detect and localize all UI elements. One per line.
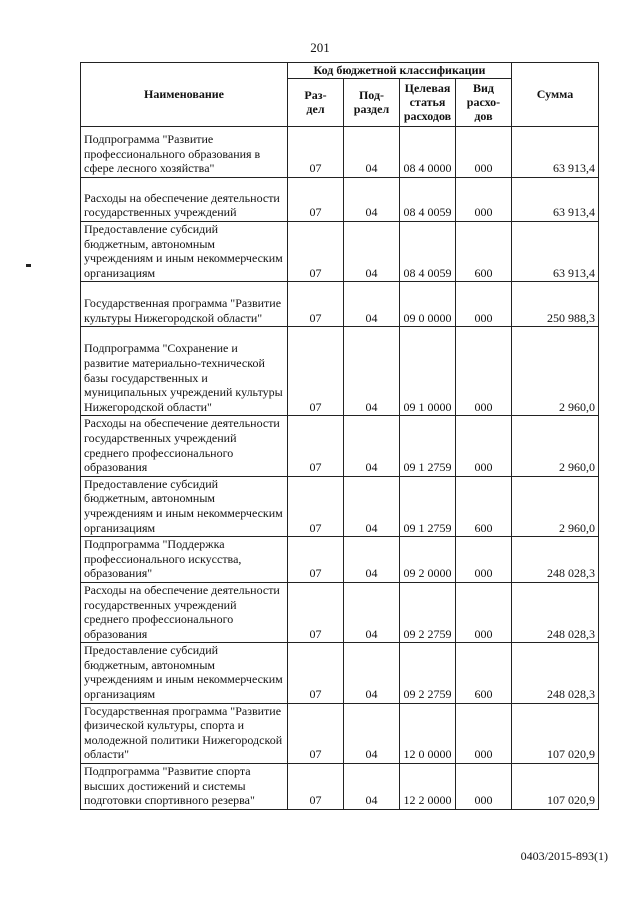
cell-summa: 248 028,3 — [512, 643, 599, 703]
margin-mark — [26, 264, 31, 267]
cell-name: Государственная программа "Развитие физической культуры, спорта и молодежной политики Нижегородской области" — [81, 703, 288, 763]
cell-name: Предоставление субсидий бюджетным, автономным учреждениям и иным некоммерческим организациям — [81, 476, 288, 536]
cell-vid: 000 — [456, 764, 512, 810]
cell-name: Расходы на обеспечение деятельности государственных учреждений среднего профессионального образования — [81, 416, 288, 476]
cell-razdel: 07 — [288, 537, 344, 583]
header-statya: Целевая статья расходов — [400, 79, 456, 127]
cell-summa: 248 028,3 — [512, 537, 599, 583]
cell-vid: 000 — [456, 416, 512, 476]
cell-vid: 600 — [456, 476, 512, 536]
cell-summa: 2 960,0 — [512, 476, 599, 536]
cell-statya: 09 2 0000 — [400, 537, 456, 583]
cell-vid: 000 — [456, 178, 512, 222]
cell-statya: 12 2 0000 — [400, 764, 456, 810]
cell-razdel: 07 — [288, 282, 344, 327]
cell-summa: 107 020,9 — [512, 703, 599, 763]
header-code-group: Код бюджетной классификации — [288, 63, 512, 79]
cell-podrazdel: 04 — [344, 178, 400, 222]
cell-podrazdel: 04 — [344, 416, 400, 476]
cell-summa: 63 913,4 — [512, 222, 599, 282]
cell-name: Подпрограмма "Развитие спорта высших достижений и системы подготовки спортивного резерва" — [81, 764, 288, 810]
cell-statya: 09 1 2759 — [400, 416, 456, 476]
cell-razdel: 07 — [288, 178, 344, 222]
table-row — [81, 537, 599, 583]
cell-name: Расходы на обеспечение деятельности государственных учреждений — [81, 178, 288, 222]
cell-podrazdel: 04 — [344, 703, 400, 763]
cell-podrazdel: 04 — [344, 327, 400, 416]
header-name: Наименование — [81, 63, 288, 127]
cell-name: Подпрограмма "Развитие профессионального образования в сфере лесного хозяйства" — [81, 127, 288, 178]
header-razdel: Раз- дел — [288, 79, 344, 127]
cell-vid: 000 — [456, 582, 512, 642]
cell-razdel: 07 — [288, 327, 344, 416]
table-row — [81, 643, 599, 703]
footer-document-code: 0403/2015-893(1) — [520, 849, 608, 863]
cell-statya: 08 4 0000 — [400, 127, 456, 178]
cell-podrazdel: 04 — [344, 643, 400, 703]
budget-table — [80, 62, 599, 810]
cell-podrazdel: 04 — [344, 582, 400, 642]
table-row — [81, 178, 599, 222]
cell-vid: 000 — [456, 327, 512, 416]
cell-razdel: 07 — [288, 764, 344, 810]
cell-statya: 12 0 0000 — [400, 703, 456, 763]
cell-razdel: 07 — [288, 222, 344, 282]
cell-podrazdel: 04 — [344, 476, 400, 536]
cell-vid: 600 — [456, 643, 512, 703]
cell-vid: 000 — [456, 537, 512, 583]
table-row — [81, 703, 599, 763]
cell-name: Предоставление субсидий бюджетным, автономным учреждениям и иным некоммерческим организациям — [81, 643, 288, 703]
cell-summa: 107 020,9 — [512, 764, 599, 810]
cell-summa: 250 988,3 — [512, 282, 599, 327]
cell-statya: 09 2 2759 — [400, 643, 456, 703]
cell-podrazdel: 04 — [344, 764, 400, 810]
cell-statya: 08 4 0059 — [400, 178, 456, 222]
cell-summa: 248 028,3 — [512, 582, 599, 642]
cell-statya: 09 0 0000 — [400, 282, 456, 327]
cell-statya: 09 2 2759 — [400, 582, 456, 642]
cell-summa: 63 913,4 — [512, 127, 599, 178]
cell-vid: 000 — [456, 127, 512, 178]
cell-razdel: 07 — [288, 416, 344, 476]
cell-summa: 2 960,0 — [512, 416, 599, 476]
header-podrazdel: Под- раздел — [344, 79, 400, 127]
cell-vid: 000 — [456, 703, 512, 763]
header-summa: Сумма — [512, 63, 599, 127]
cell-name: Расходы на обеспечение деятельности государственных учреждений среднего профессионального образования — [81, 582, 288, 642]
cell-vid: 600 — [456, 222, 512, 282]
cell-summa: 63 913,4 — [512, 178, 599, 222]
table-row — [81, 127, 599, 178]
table-body — [81, 127, 599, 810]
table-row — [81, 222, 599, 282]
cell-statya: 09 1 0000 — [400, 327, 456, 416]
page-number: 201 — [310, 40, 330, 55]
table-row — [81, 327, 599, 416]
cell-razdel: 07 — [288, 127, 344, 178]
cell-razdel: 07 — [288, 582, 344, 642]
table-row — [81, 764, 599, 810]
cell-podrazdel: 04 — [344, 127, 400, 178]
cell-razdel: 07 — [288, 703, 344, 763]
table-row — [81, 416, 599, 476]
cell-name: Государственная программа "Развитие культуры Нижегородской области" — [81, 282, 288, 327]
cell-statya: 08 4 0059 — [400, 222, 456, 282]
table-row — [81, 476, 599, 536]
cell-statya: 09 1 2759 — [400, 476, 456, 536]
cell-vid: 000 — [456, 282, 512, 327]
cell-podrazdel: 04 — [344, 282, 400, 327]
cell-podrazdel: 04 — [344, 222, 400, 282]
table-header — [81, 63, 599, 127]
cell-summa: 2 960,0 — [512, 327, 599, 416]
cell-podrazdel: 04 — [344, 537, 400, 583]
cell-name: Подпрограмма "Сохранение и развитие материально-технической базы государственных и муниципальных учреждений культуры Нижегородской области" — [81, 327, 288, 416]
table-row — [81, 582, 599, 642]
header-vid: Вид расхо- дов — [456, 79, 512, 127]
table-row — [81, 282, 599, 327]
cell-name: Подпрограмма "Поддержка профессионального искусства, образования" — [81, 537, 288, 583]
cell-razdel: 07 — [288, 643, 344, 703]
cell-name: Предоставление субсидий бюджетным, автономным учреждениям и иным некоммерческим организациям — [81, 222, 288, 282]
cell-razdel: 07 — [288, 476, 344, 536]
